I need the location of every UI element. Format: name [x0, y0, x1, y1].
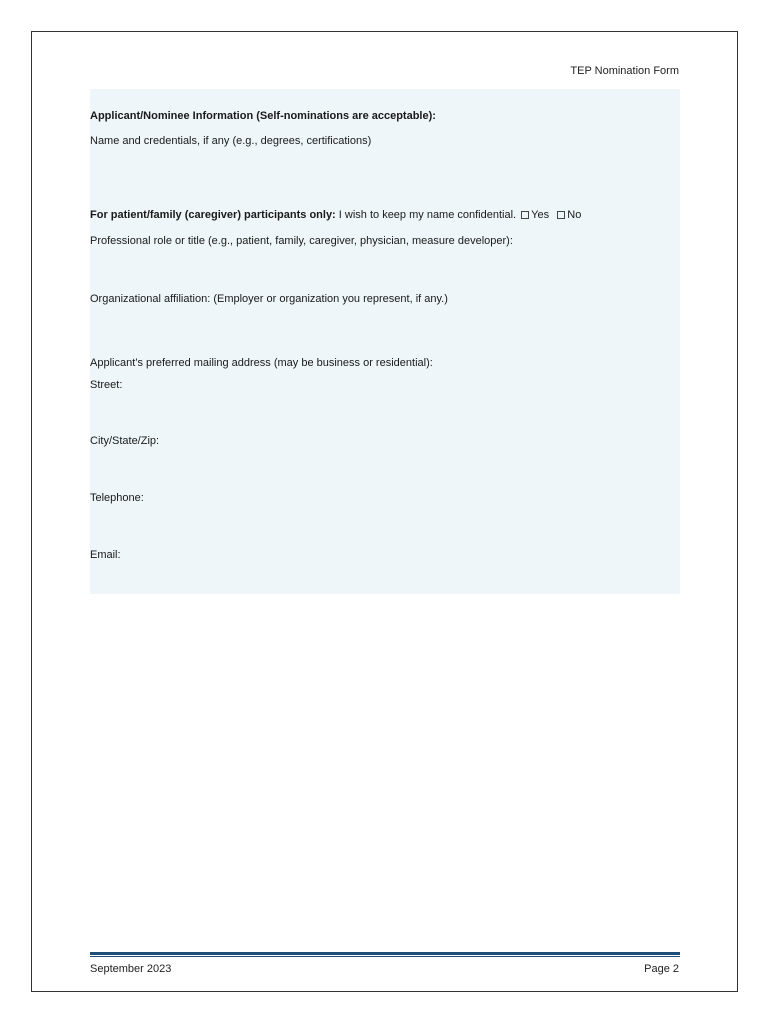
no-label: No	[567, 209, 582, 221]
professional-role-label: Professional role or title (e.g., patient, family, caregiver, physician, measure developer):	[90, 235, 513, 247]
organizational-affiliation-label: Organizational affiliation: (Employer or organization you represent, if any.)	[90, 293, 448, 305]
footer-date: September 2023	[90, 963, 172, 975]
section-heading: Applicant/Nominee Information (Self-nominations are acceptable):	[90, 110, 436, 122]
yes-checkbox[interactable]	[521, 211, 529, 219]
yes-label: Yes	[531, 209, 550, 221]
street-label: Street:	[90, 379, 123, 391]
email-label: Email:	[90, 549, 121, 561]
document-page	[31, 31, 738, 992]
name-credentials-label: Name and credentials, if any (e.g., degrees, certifications)	[90, 135, 372, 147]
confidentiality-text: I wish to keep my name confidential.	[335, 209, 517, 221]
no-checkbox[interactable]	[557, 211, 565, 219]
telephone-label: Telephone:	[90, 492, 144, 504]
applicant-info-section	[90, 89, 680, 594]
header-title: TEP Nomination Form	[570, 65, 679, 77]
mailing-address-label: Applicant’s preferred mailing address (may be business or residential):	[90, 357, 433, 369]
city-state-zip-label: City/State/Zip:	[90, 435, 160, 447]
footer-divider	[90, 952, 680, 958]
confidentiality-bold-label: For patient/family (caregiver) participants only:	[90, 209, 336, 221]
confidentiality-row	[90, 208, 581, 222]
footer-page-number: Page 2	[644, 963, 679, 975]
